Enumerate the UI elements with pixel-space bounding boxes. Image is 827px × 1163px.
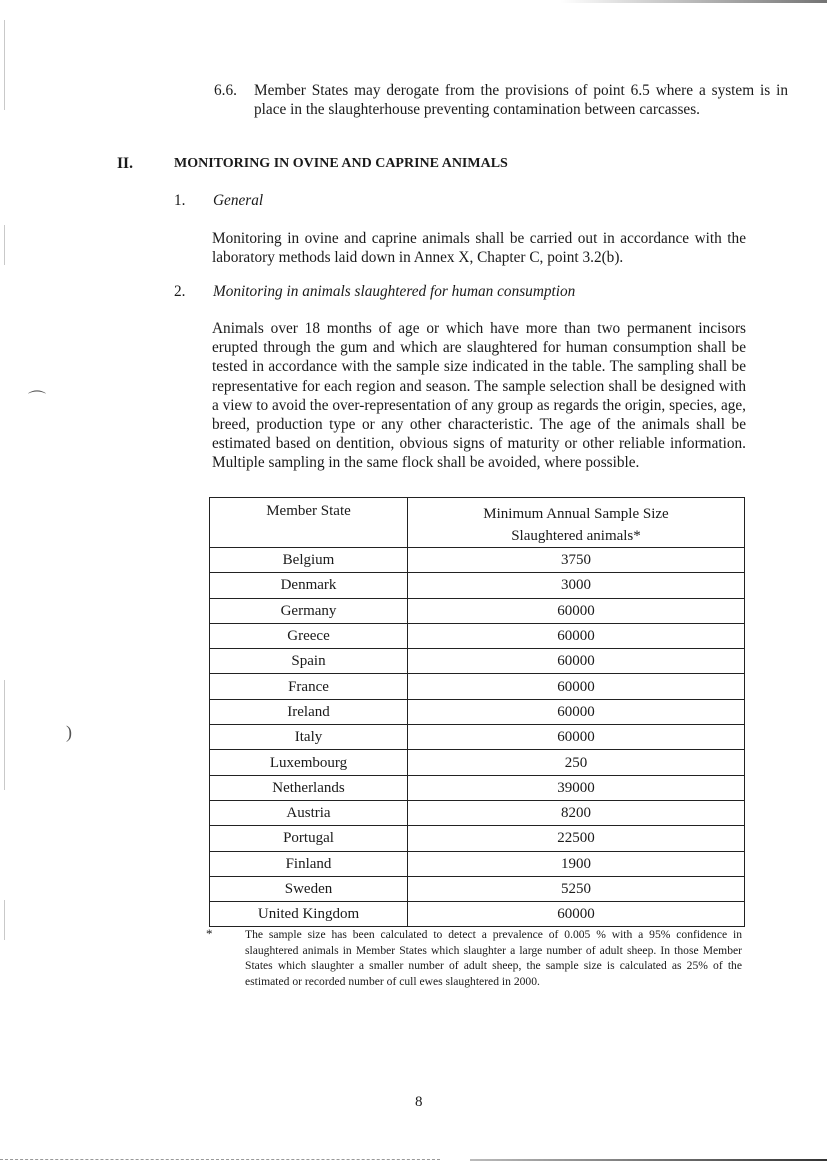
item-6-6-number: 6.6. bbox=[214, 82, 237, 99]
cell-member-state: Spain bbox=[210, 649, 408, 674]
item-6-6-text: Member States may derogate from the provisions of point 6.5 where a system is in place in the slaughterhouse preventing contamination between carcasses. bbox=[254, 82, 788, 119]
table-row bbox=[210, 750, 745, 775]
subsection-1-text: Monitoring in ovine and caprine animals shall be carried out in accordance with the laboratory methods laid down in Annex X, Chapter C, point 3.2(b). bbox=[212, 230, 746, 267]
footnote-mark: * bbox=[206, 926, 213, 941]
cell-sample-size: 39000 bbox=[408, 775, 745, 800]
header-sample-size bbox=[408, 498, 745, 548]
cell-member-state: Belgium bbox=[210, 548, 408, 573]
cell-member-state: Sweden bbox=[210, 876, 408, 901]
cell-member-state: Germany bbox=[210, 598, 408, 623]
cell-sample-size: 22500 bbox=[408, 826, 745, 851]
header-sample-size-title: Minimum Annual Sample Size bbox=[483, 506, 669, 522]
cell-member-state: France bbox=[210, 674, 408, 699]
cell-member-state: Austria bbox=[210, 800, 408, 825]
cell-sample-size: 60000 bbox=[408, 674, 745, 699]
subsection-2-title: Monitoring in animals slaughtered for human consumption bbox=[213, 283, 576, 300]
cell-member-state: United Kingdom bbox=[210, 902, 408, 927]
cell-sample-size: 60000 bbox=[408, 725, 745, 750]
cell-member-state: Netherlands bbox=[210, 775, 408, 800]
cell-sample-size: 5250 bbox=[408, 876, 745, 901]
scan-edge-left bbox=[4, 20, 5, 110]
table-row bbox=[210, 699, 745, 724]
scan-edge-left bbox=[4, 225, 5, 265]
table-row bbox=[210, 548, 745, 573]
table-row bbox=[210, 649, 745, 674]
subsection-2-number: 2. bbox=[174, 283, 186, 300]
cell-member-state: Ireland bbox=[210, 699, 408, 724]
section-title: MONITORING IN OVINE AND CAPRINE ANIMALS bbox=[174, 156, 508, 171]
table-row bbox=[210, 674, 745, 699]
item-6-6 bbox=[214, 81, 788, 119]
table-row bbox=[210, 826, 745, 851]
table-row bbox=[210, 775, 745, 800]
cell-sample-size: 3750 bbox=[408, 548, 745, 573]
page-number: 8 bbox=[415, 1094, 423, 1110]
footnote-text: The sample size has been calculated to detect a prevalence of 0.005 % with a 95% confidence in slaughtered animals in Member States which slaughter a large number of adult sheep. In those Member States which slaughter a smaller number of adult sheep, the sample size is calculated as 25% of the estimated or recorded number of cull ewes slaughtered in 2000. bbox=[245, 928, 742, 988]
sample-size-table bbox=[209, 497, 745, 927]
cell-member-state: Luxembourg bbox=[210, 750, 408, 775]
cell-sample-size: 60000 bbox=[408, 649, 745, 674]
table-row bbox=[210, 800, 745, 825]
scan-mark: ⌒ bbox=[28, 390, 46, 410]
scan-edge-bottom-right bbox=[470, 1159, 827, 1161]
cell-member-state: Denmark bbox=[210, 573, 408, 598]
table-row bbox=[210, 851, 745, 876]
scan-mark: ) bbox=[66, 722, 72, 742]
subsection-1-title: General bbox=[213, 192, 264, 209]
cell-sample-size: 60000 bbox=[408, 902, 745, 927]
subsection-2-text: Animals over 18 months of age or which have more than two permanent incisors erupted through the gum and which are slaughtered for human consumption shall be tested in accordance with the sample size indicated in the table. The sampling shall be representative for each region and season. The sample selection shall be designed with a view to avoid the over-representation of any group as regards the origin, species, age, breed, production type or any other characteristic. The age of the animals shall be estimated based on dentition, obvious signs of maturity or other reliable information. Multiple sampling in the same flock shall be avoided, where possible. bbox=[212, 320, 746, 472]
table-row bbox=[210, 573, 745, 598]
table-row bbox=[210, 725, 745, 750]
header-member-state: Member State bbox=[210, 498, 408, 548]
scan-edge-left bbox=[4, 900, 5, 940]
scan-edge-top bbox=[560, 0, 827, 3]
table-row bbox=[210, 876, 745, 901]
cell-member-state: Italy bbox=[210, 725, 408, 750]
table-row bbox=[210, 598, 745, 623]
cell-member-state: Finland bbox=[210, 851, 408, 876]
cell-sample-size: 3000 bbox=[408, 573, 745, 598]
table-row bbox=[210, 623, 745, 648]
header-sample-size-subtitle: Slaughtered animals* bbox=[511, 528, 641, 544]
cell-member-state: Portugal bbox=[210, 826, 408, 851]
scan-edge-bottom-left bbox=[0, 1159, 440, 1161]
cell-sample-size: 60000 bbox=[408, 623, 745, 648]
scan-edge-left bbox=[4, 680, 5, 790]
cell-sample-size: 250 bbox=[408, 750, 745, 775]
table-header-row bbox=[210, 498, 745, 548]
cell-sample-size: 8200 bbox=[408, 800, 745, 825]
cell-sample-size: 60000 bbox=[408, 699, 745, 724]
table-row bbox=[210, 902, 745, 927]
subsection-1-number: 1. bbox=[174, 192, 186, 209]
section-number: II. bbox=[117, 155, 133, 172]
cell-sample-size: 1900 bbox=[408, 851, 745, 876]
cell-sample-size: 60000 bbox=[408, 598, 745, 623]
cell-member-state: Greece bbox=[210, 623, 408, 648]
